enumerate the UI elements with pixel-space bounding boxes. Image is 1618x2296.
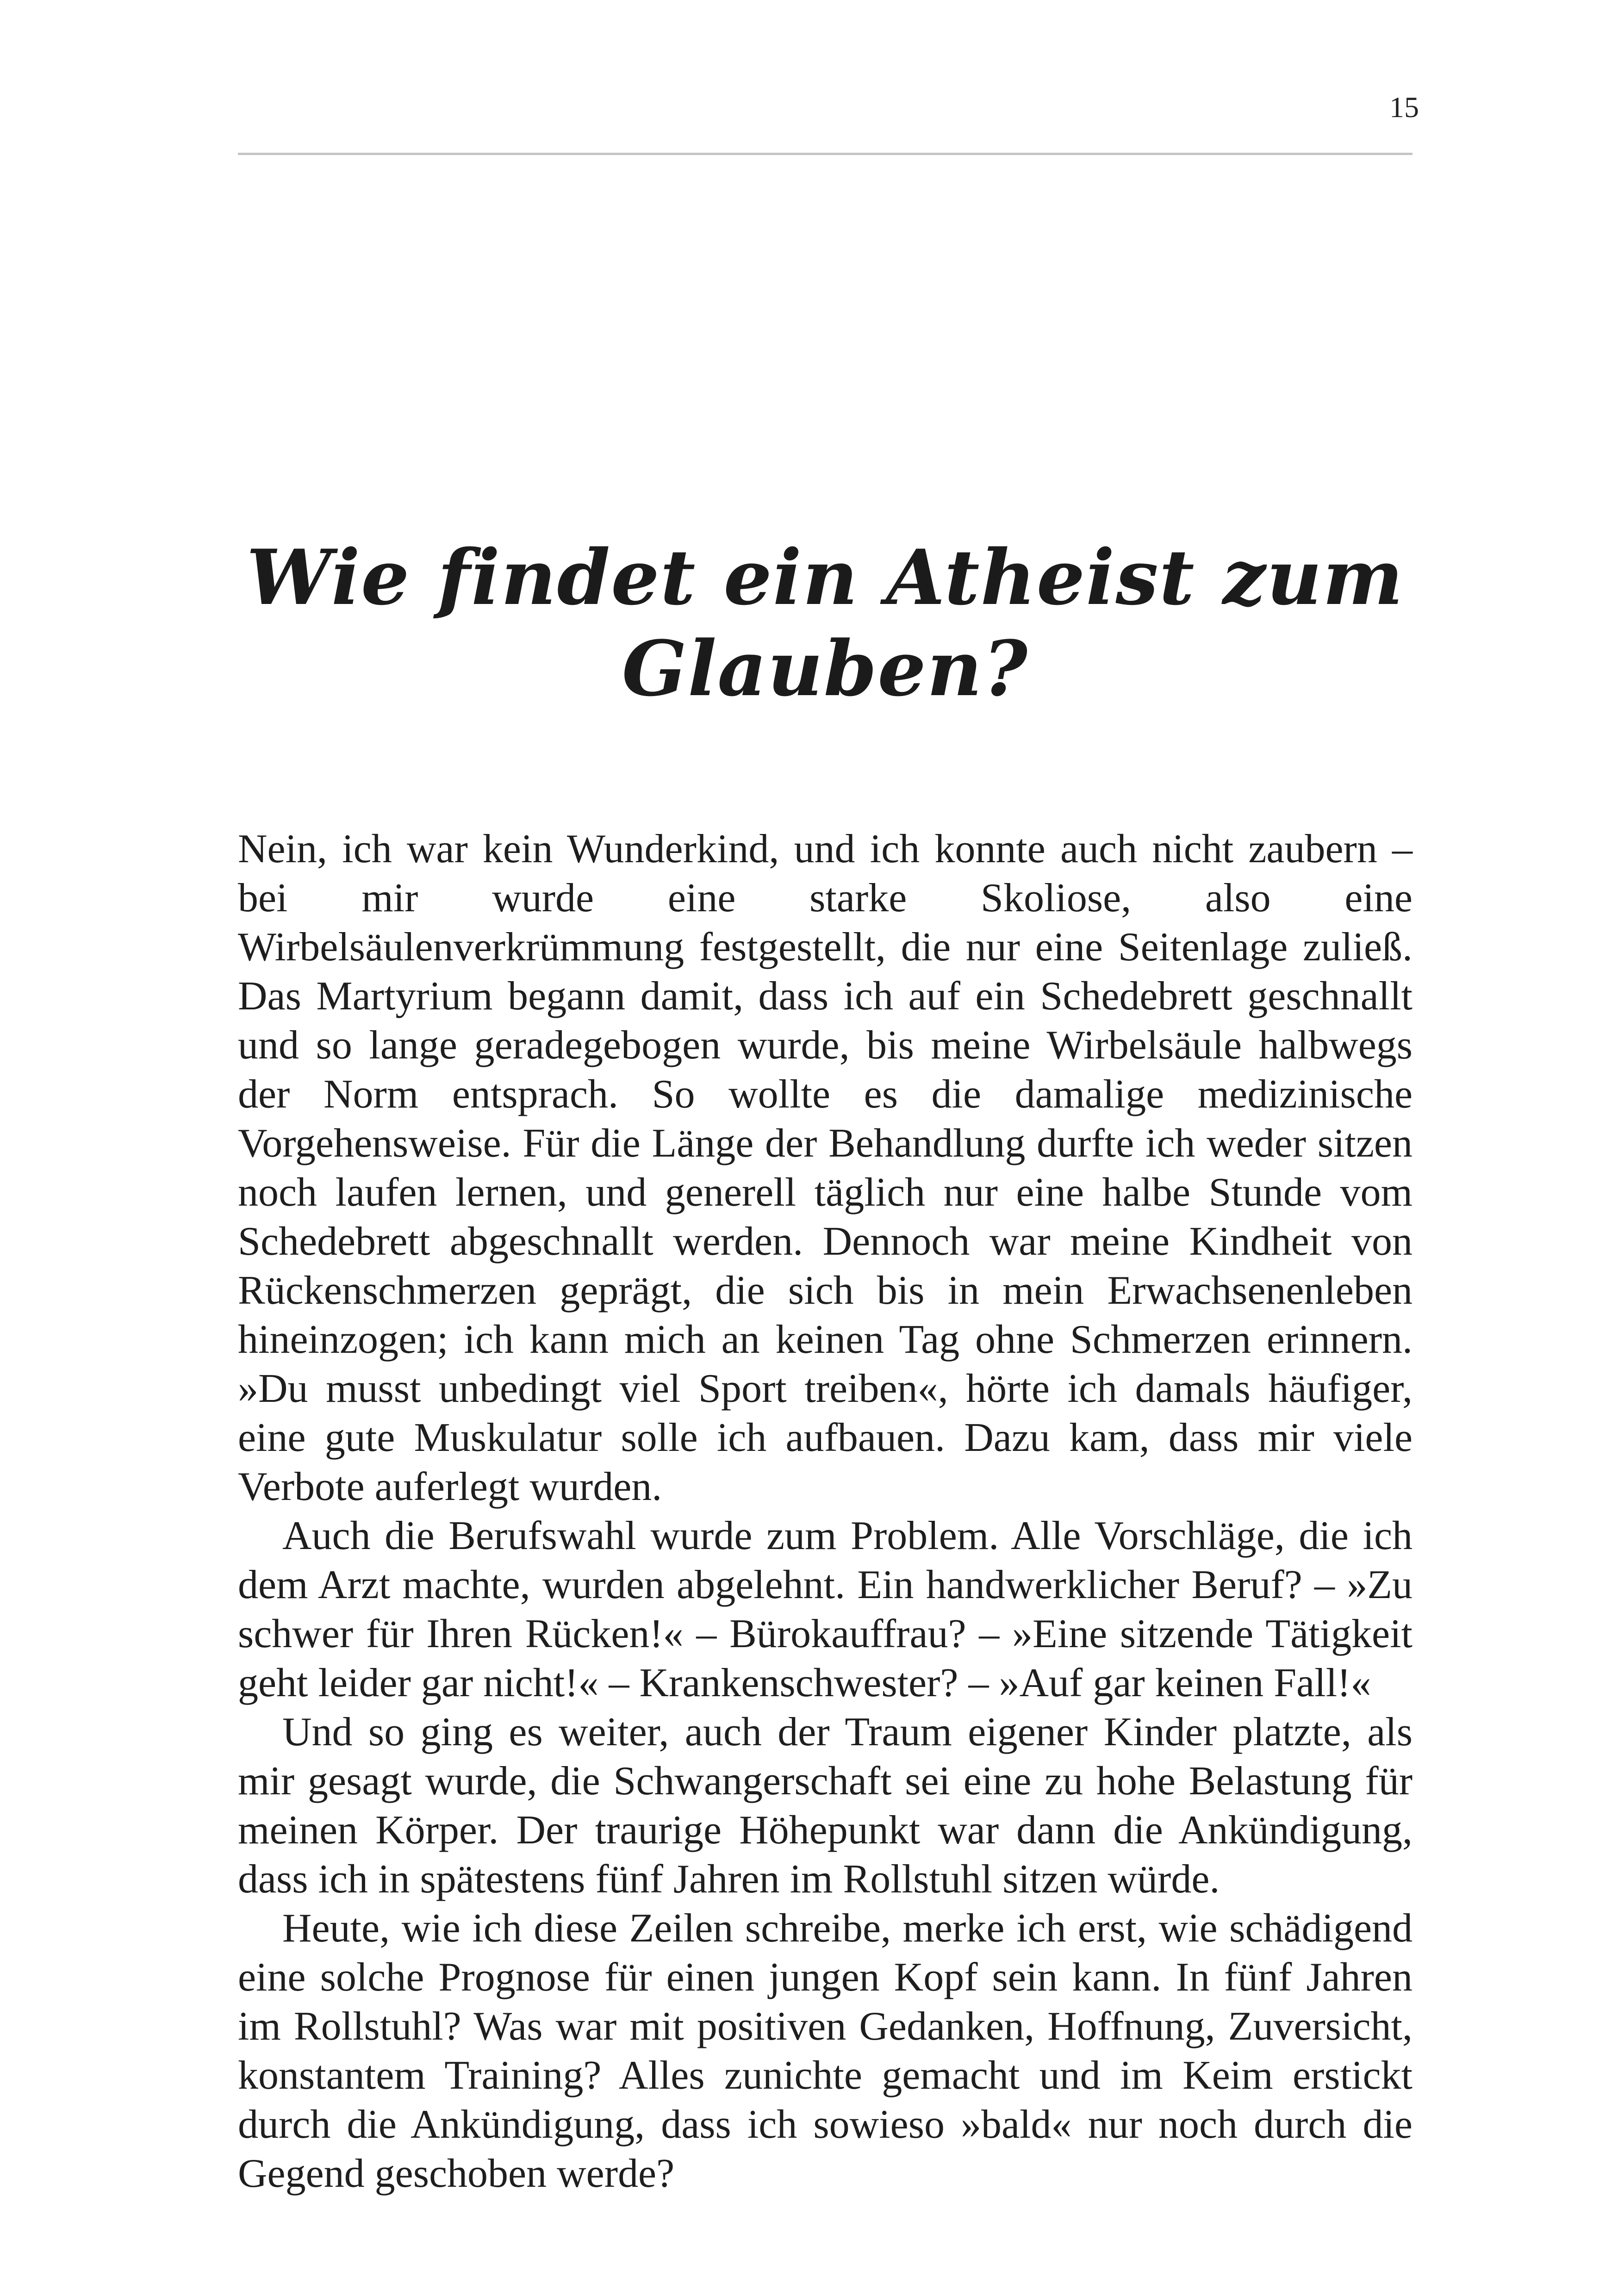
paragraph: Und so ging es weiter, auch der Traum eigener Kinder platzte, als mir gesagt wurde, die Schwangerschaft sei eine zu hohe Belastung für meinen Körper. Der traurige Höhepunkt war dann die Ankündigung, dass ich in spätestens fünf Jahren im Rollstuhl sitzen würde. (238, 1710, 1413, 1902)
paragraph: Nein, ich war kein Wunderkind, und ich konnte auch nicht zaubern – bei mir wurde eine starke Skoliose, also eine Wirbelsäulenverkrümmung festgestellt, die nur eine Seitenlage zuließ. Das Martyrium begann damit, dass ich auf ein Schedebrett geschnallt und so lange geradegebogen wurde, bis meine Wirbelsäule halbwegs der Norm entsprach. So wollte es die damalige medizinische Vorgehensweise. Für die Länge der Behandlung durfte ich weder sitzen noch laufen lernen, und generell täglich nur eine halbe Stunde vom Schedebrett abgeschnallt werden. Dennoch war meine Kindheit von Rückenschmerzen geprägt, die sich bis in mein Erwachsenenleben hineinzogen; ich kann mich an keinen Tag ohne Schmerzen erinnern. »Du musst unbedingt viel Sport treiben«, hörte ich damals häufiger, eine gute Muskulatur solle ich aufbauen. Dazu kam, dass mir viele Verbote auferlegt wurden. (238, 827, 1413, 1509)
paragraph: Auch die Berufswahl wurde zum Problem. Alle Vorschläge, die ich dem Arzt machte, wurden abgelehnt. Ein handwerklicher Beruf? – »Zu schwer für Ihren Rücken!« – Bürokauffrau? – »Eine sitzende Tätigkeit geht leider gar nicht!« – Krankenschwester? – »Auf gar keinen Fall!« (238, 1513, 1413, 1705)
body-text (238, 825, 1413, 2198)
page-number: 15 (1389, 91, 1419, 124)
paragraph: Heute, wie ich diese Zeilen schreibe, merke ich erst, wie schädigend eine solche Prognose für einen jungen Kopf sein kann. In fünf Jahren im Rollstuhl? Was war mit positiven Gedanken, Hoffnung, Zuversicht, konstantem Training? Alles zunichte gemacht und im Keim erstickt durch die Ankündigung, dass ich sowieso »bald« nur noch durch die Gegend geschoben werde? (238, 1906, 1413, 2196)
header-divider (238, 153, 1413, 155)
chapter-title: Wie findet ein Atheist zum Glauben? (246, 532, 1404, 713)
